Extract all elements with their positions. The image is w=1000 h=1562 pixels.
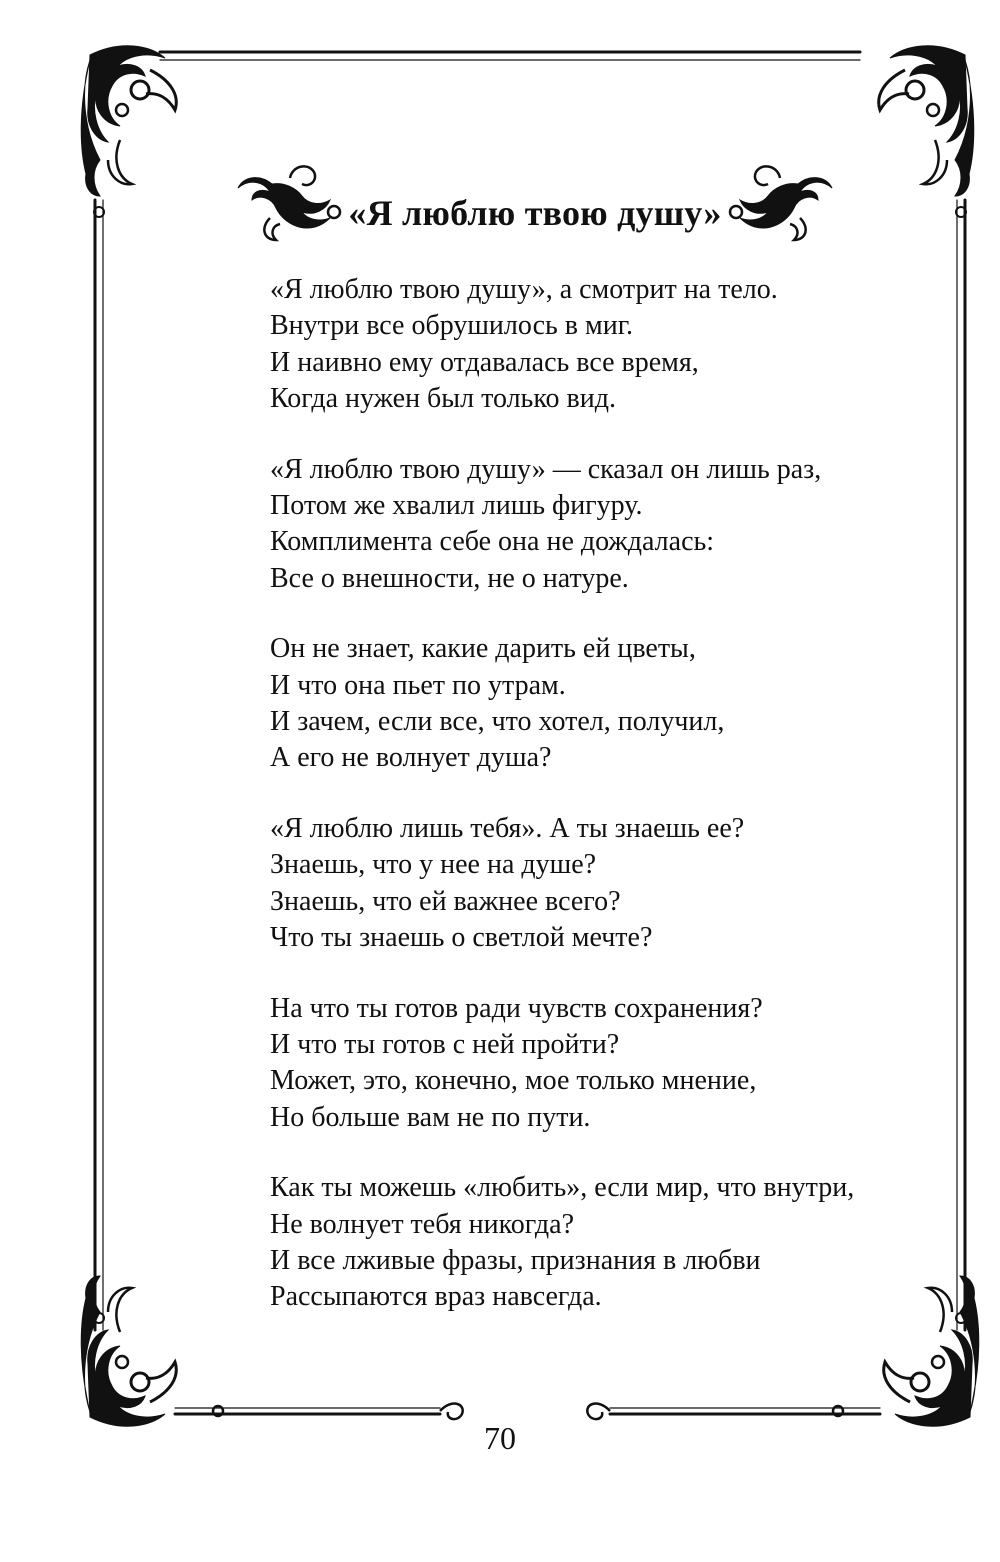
stanza [270, 631, 930, 777]
poem-line: Как ты можешь «любить», если мир, что внутри, [270, 1172, 855, 1204]
poem-line: И все лживые фразы, признания в любви [270, 1244, 761, 1276]
poem-line: Комплимента себе она не дождалась: [270, 526, 715, 558]
bottom-scroll-ends [213, 1404, 843, 1420]
stanza [270, 811, 930, 957]
stanza [270, 452, 930, 598]
poem-title: «Я люблю твою душу» [348, 193, 722, 233]
poem-line: И что ты готов с ней пройти? [270, 1028, 620, 1060]
poem-line: И зачем, если все, что хотел, получил, [270, 706, 725, 738]
stanza [270, 991, 930, 1137]
title-ornament-left-icon [230, 158, 350, 248]
title-row [230, 158, 840, 248]
corner-ornament-top-right [879, 46, 974, 196]
poem-line: Не волнует тебя никогда? [270, 1208, 574, 1240]
page-number: 70 [484, 1420, 516, 1456]
poem-body [270, 272, 930, 1350]
poem-line: «Я люблю твою душу», а смотрит на тело. [270, 274, 778, 305]
poem-line: Но больше вам не по пути. [270, 1101, 591, 1133]
poem-line: Знаешь, что ей важнее всего? [270, 885, 621, 917]
poem-line: И наивно ему отдавалась все время, [270, 346, 699, 378]
poem-line: Рассыпаются враз навсегда. [270, 1281, 602, 1313]
poem-line: Внутри все обрушилось в миг. [270, 310, 634, 342]
corner-ornament-top-left [81, 46, 176, 196]
title-ornament-right-icon [720, 158, 840, 248]
poem-line: Знаешь, что у нее на душе? [270, 849, 597, 881]
poem-line: Когда нужен был только вид. [270, 383, 616, 415]
stanza [270, 272, 930, 418]
poem-line: И что она пьет по утрам. [270, 669, 566, 701]
poem-line: Потом же хвалил лишь фигуру. [270, 490, 643, 522]
poem-line: Он не знает, какие дарить ей цветы, [270, 633, 696, 665]
poem-line: Что ты знаешь о светлой мечте? [270, 922, 653, 954]
poem-line: «Я люблю твою душу» — сказал он лишь раз, [270, 453, 822, 485]
stanza [270, 1170, 930, 1316]
poem-line: Может, это, конечно, мое только мнение, [270, 1065, 757, 1097]
poem-line: Все о внешности, не о натуре. [270, 562, 629, 594]
poem-line: А его не волнует душа? [270, 742, 552, 774]
poem-line: «Я люблю лишь тебя». А ты знаешь ее? [270, 812, 745, 844]
poem-line: На что ты готов ради чувств сохранения? [270, 992, 763, 1024]
